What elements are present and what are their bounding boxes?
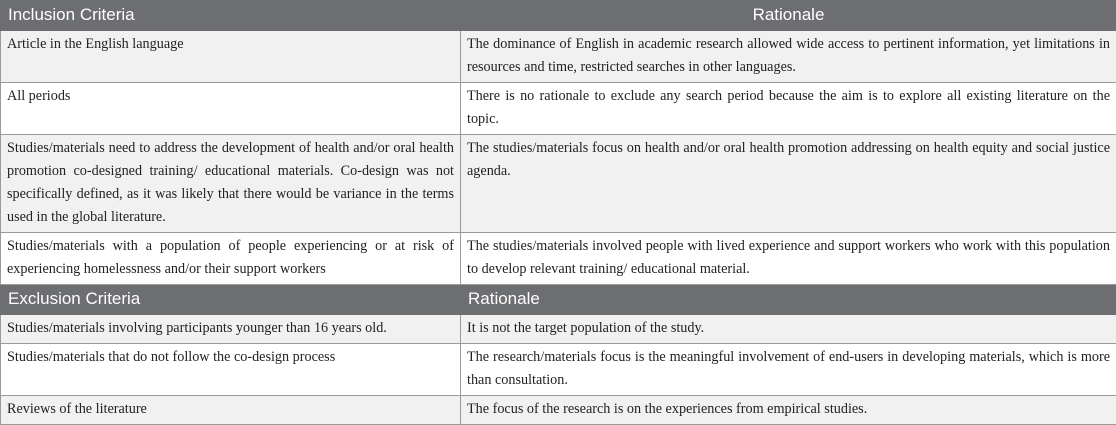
exclusion-criterion-cell: Reviews of the literature <box>1 396 461 425</box>
inclusion-criterion-cell: Studies/materials with a population of people experiencing or at risk of experiencing homelessness and/or their support workers <box>1 233 461 285</box>
inclusion-row <box>1 31 1116 83</box>
inclusion-criterion-cell: Article in the English language <box>1 31 461 83</box>
inclusion-row <box>1 233 1116 285</box>
exclusion-row <box>1 315 1116 344</box>
inclusion-row <box>1 135 1116 233</box>
inclusion-criterion-cell: Studies/materials need to address the development of health and/or oral health promotion co-designed training/ educational materials. Co-design was not specifically defined, as it was likely that there would be variance in the terms used in the global literature. <box>1 135 461 233</box>
exclusion-criterion-cell: Studies/materials that do not follow the co-design process <box>1 344 461 396</box>
inclusion-header-row <box>1 1 1116 31</box>
inclusion-rationale-heading: Rationale <box>461 1 1116 31</box>
inclusion-row <box>1 83 1116 135</box>
inclusion-rationale-cell: The studies/materials involved people with lived experience and support workers who work with this population to develop relevant training/ educational material. <box>461 233 1116 285</box>
inclusion-rationale-cell: The studies/materials focus on health and/or oral health promotion addressing on health equity and social justice agenda. <box>461 135 1116 233</box>
exclusion-criterion-cell: Studies/materials involving participants younger than 16 years old. <box>1 315 461 344</box>
inclusion-rationale-cell: The dominance of English in academic research allowed wide access to pertinent information, yet limitations in resources and time, restricted searches in other languages. <box>461 31 1116 83</box>
exclusion-header-row <box>1 285 1116 315</box>
inclusion-criteria-heading: Inclusion Criteria <box>1 1 461 31</box>
exclusion-rationale-cell: It is not the target population of the study. <box>461 315 1116 344</box>
inclusion-rationale-cell: There is no rationale to exclude any search period because the aim is to explore all existing literature on the topic. <box>461 83 1116 135</box>
exclusion-rationale-heading: Rationale <box>461 285 1116 315</box>
inclusion-criterion-cell: All periods <box>1 83 461 135</box>
exclusion-row <box>1 344 1116 396</box>
exclusion-rationale-cell: The focus of the research is on the experiences from empirical studies. <box>461 396 1116 425</box>
exclusion-rationale-cell: The research/materials focus is the meaningful involvement of end-users in developing materials, which is more than consultation. <box>461 344 1116 396</box>
exclusion-criteria-heading: Exclusion Criteria <box>1 285 461 315</box>
